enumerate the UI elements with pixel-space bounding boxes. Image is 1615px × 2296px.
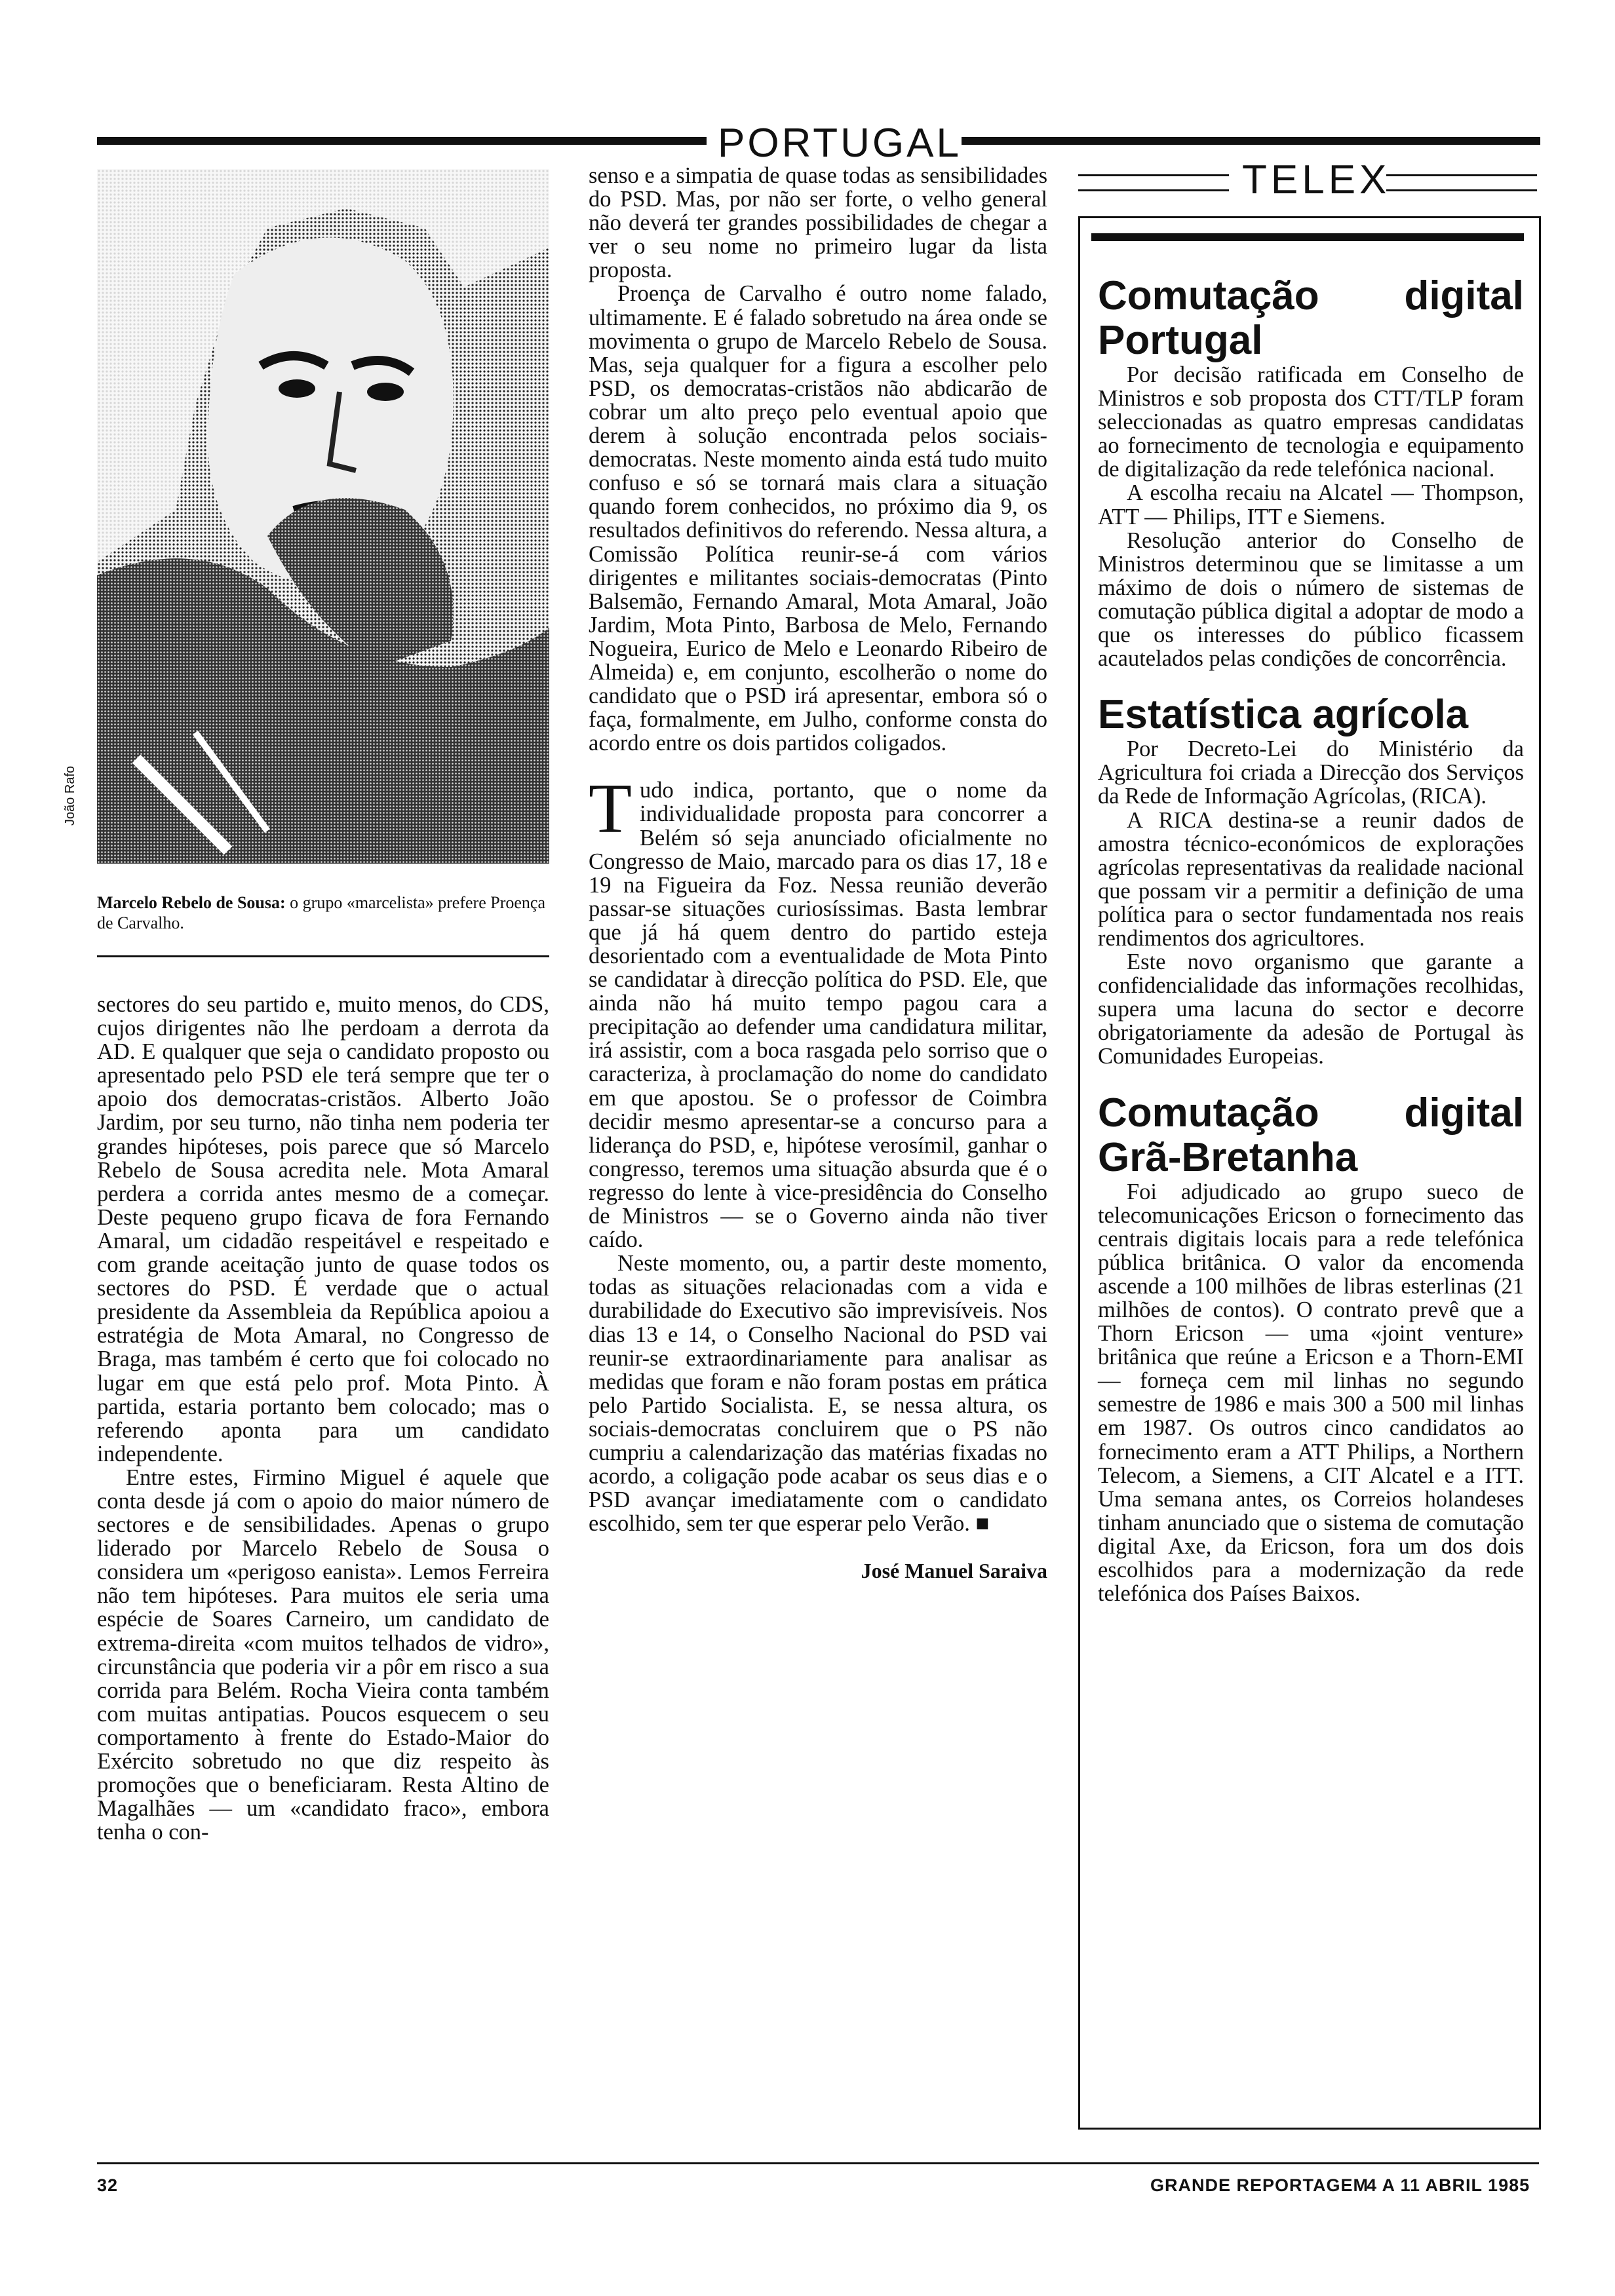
header-rule-left bbox=[97, 137, 707, 145]
caption-text: o grupo «marcelista» prefere Proença de Carvalho. bbox=[97, 893, 545, 932]
photo-caption bbox=[97, 892, 549, 933]
telex-item bbox=[1098, 1091, 1524, 1606]
issue-date: 4 A 11 ABRIL 1985 bbox=[1367, 2175, 1530, 2195]
article-paragraph: senso e a simpatia de quase todas as sensibilidades do PSD. Mas, por não ser forte, o velho general não deverá ter grandes possibilidades de chegar a ver o seu nome no primeiro lugar da lista proposta. bbox=[589, 163, 1047, 283]
telex-content bbox=[1098, 274, 1524, 1605]
caption-rule bbox=[97, 955, 549, 957]
article-paragraph-dropcap: Tudo indica, portanto, que o nome da individualidade proposta para concorrer a Belém só seja anunciado oficialmente no Congresso de Maio, marcado para os dias 17, 18 e 19 na Figueira da Foz. Nessa reunião deverão passar-se situações curiosíssimas. Basta lembrar que já há quem dentro do partido esteja desorientado com a eventualidade de Mota Pinto se candidatar à direcção política do PSD. Ele, que ainda não há muito tempo pagou cara a precipitação ao defender uma candidatura militar, irá assistir, com a boca rasgada pelo sorriso que o caracteriza, à proclamação do nome do candidato em que apostou. Se o professor de Coimbra decidir mesmo apresentar-se a concurso para a liderança do PSD, e, hipótese verosímil, ganhar o congresso, teremos uma situação absurda que é o regresso do lente à vice-presidência do Conselho de Ministros — se o Governo ainda não tiver caído. bbox=[589, 770, 1047, 1253]
telex-item-title: Comutação digital Grã-Bretanha bbox=[1098, 1090, 1524, 1180]
telex-top-rule bbox=[1091, 233, 1524, 241]
article-column-2 bbox=[589, 164, 1047, 1582]
telex-item-title: Estatística agrícola bbox=[1098, 692, 1469, 738]
telex-paragraph: A escolha recaiu na Alcatel — Thompson, ATT — Philips, ITT e Siemens. bbox=[1098, 480, 1524, 529]
telex-paragraph: Resolução anterior do Conselho de Ministros determinou que se limitasse a um máximo de dois o número de sistemas de comutação pública digital a adoptar de modo a que os interesses do público ficassem acautelados pelas condições de concorrência. bbox=[1098, 527, 1524, 672]
article-author: José Manuel Saraiva bbox=[861, 1559, 1047, 1583]
portrait-photo bbox=[97, 169, 549, 864]
article-column-1 bbox=[97, 993, 549, 1844]
telex-paragraph: A RICA destina-se a reunir dados de amostra técnico-económicos de explorações agrícolas representativas da realidade nacional que possam vir a permitir a definição de uma política para o sector fundamentada nos reais rendimentos dos agricultores. bbox=[1098, 807, 1524, 951]
article-paragraph: Neste momento, ou, a partir deste momento, todas as situações relacionadas com a vida e durabilidade do Executivo são imprevisíveis. Nos dias 13 e 14, o Conselho Nacional do PSD vai reunir-se extraordinariamente para analisar as medidas que foram e não foram postas em prática pelo Partido Socialista. E, se nessa altura, os sociais-democratas concluirem que o PS não cumpriu a calendarização das matérias fixadas no acordo, a coligação pode acabar os seus dias e o PSD avançar imediatamente com o candidato escolhido, sem ter que esperar pelo Verão. ■ bbox=[589, 1251, 1047, 1537]
page-number: 32 bbox=[97, 2175, 119, 2195]
telex-item-title: Comutação digital Portugal bbox=[1098, 273, 1524, 363]
article-paragraph: sectores do seu partido e, muito menos, do CDS, cujos dirigentes não lhe perdoam a derrota da AD. E qualquer que seja o candidato proposto ou apresentado pelo PSD ele terá sempre que ter o apoio dos democratas-cristãos. Alberto João Jardim, por seu turno, não tinha nem poderia ter grandes hipóteses, pois parece que só Marcelo Rebelo de Sousa acredita nele. Mota Amaral perdera a corrida antes mesmo de a começar. Deste pequeno grupo ficava de fora Fernando Amaral, um cidadão respeitável e respeitado e com grande aceitação junto de quase todos os sectores do PSD. É verdade que o actual presidente da Assembleia da República apoiou a estratégia de Mota Amaral, no Congresso de Braga, mas também é certo que foi colocado no lugar em que está pelo prof. Mota Pinto. À partida, estaria portanto bem colocado; mas o referendo aponta para um candidato independente. bbox=[97, 992, 549, 1466]
section-title: PORTUGAL bbox=[718, 121, 962, 166]
photo-credit: João Rafo bbox=[63, 765, 77, 826]
drop-cap: T bbox=[589, 770, 632, 849]
article-paragraph: Entre estes, Firmino Miguel é aquele que conta desde já com o apoio do maior número de sectores e de sensibilidades. Apenas o grupo liderado por Marcelo Rebelo de Sousa o considera um «perigoso eanista». Lemos Ferreira não tem hipóteses. Para muitos ele seria uma espécie de Soares Carneiro, um candidato de extrema-direita «com muitos telhados de vidro», circunstância que poderia vir a pôr em risco a sua corrida para Belém. Rocha Vieira conta também com muitas antipatias. Poucos esquecem o seu comportamento à frente do Estado-Maior do Exército sobretudo no que diz respeito às promoções que o beneficiaram. Resta Altino de Magalhães — um «candidato fraco», embora tenha o con- bbox=[97, 1464, 549, 1845]
footer-rule bbox=[97, 2162, 1539, 2164]
telex-item bbox=[1098, 693, 1524, 1068]
telex-paragraph: Por Decreto-Lei do Ministério da Agricultura foi criada a Direcção dos Serviços da Rede de Informação Agrícolas, (RICA). bbox=[1098, 737, 1524, 809]
telex-paragraph: Este novo organismo que garante a confidencialidade das informações recolhidas, supera uma lacuna do sector e decorre obrigatoriamente da adesão de Portugal às Comunidades Europeias. bbox=[1098, 949, 1524, 1069]
telex-title: TELEX bbox=[1242, 157, 1391, 202]
header-rule-right bbox=[937, 137, 1540, 145]
telex-item bbox=[1098, 274, 1524, 670]
telex-paragraph: Por decisão ratificada em Conselho de Ministros e sob proposta dos CTT/TLP foram seleccionadas as quatro empresas candidatas ao fornecimento de tecnologia e equipamento de digitalização da rede telefónica nacional. bbox=[1098, 362, 1524, 482]
telex-paragraph: Foi adjudicado ao grupo sueco de telecomunicações Ericson o fornecimento das centrais digitais locais para a rede telefónica pública britânica. O valor da encomenda ascende a 100 milhões de libras esterlinas (21 milhões de contos). O contrato prevê que a Thorn Ericson — uma «joint venture» britânica que reúne a Ericson e a Thorn-EMI — forneça cem mil linhas no segundo semestre de 1986 e mais 300 a 500 mil linhas em 1987. Os outros cinco candidatos ao fornecimento eram a ATT Philips, a Northern Telecom, a Siemens, a CIT Alcatel e a ITT. Uma semana antes, os Correios holandeses tinham anunciado que o sistema de comutação digital Axe, da Ericson, fora um dos dois escolhidos para a modernização da rede telefónica dos Países Baixos. bbox=[1098, 1179, 1524, 1607]
caption-name: Marcelo Rebelo de Sousa: bbox=[97, 893, 286, 912]
article-paragraph: Proença de Carvalho é outro nome falado, ultimamente. E é falado sobretudo na área onde se movimenta o grupo de Marcelo Rebelo de Sousa. Mas, seja qualquer for a figura a escolher pelo PSD, os democratas-cristãos não abdicarão de cobrar um alto preço pelo eventual apoio que derem à solução encontrada pelos sociais-democratas. Neste momento ainda está tudo muito confuso e só se tornará mais clara a situação quando forem conhecidos, no próximo dia 9, os resultados definitivos do referendo. Nessa altura, a Comissão Política reunir-se-á com vários dirigentes e militantes sociais-democratas (Pinto Balsemão, Fernando Amaral, Mota Amaral, João Jardim, Mota Pinto, Barbosa de Melo, Fernando Nogueira, Eurico de Melo e Leonardo Ribeiro de Almeida) e, em conjunto, escolherão o nome do candidato que o PSD irá apresentar, embora só o faça, formalmente, em Julho, conforme consta do acordo entre os dois partidos coligados. bbox=[589, 281, 1047, 756]
publication-name: GRANDE REPORTAGEM bbox=[1150, 2175, 1369, 2195]
